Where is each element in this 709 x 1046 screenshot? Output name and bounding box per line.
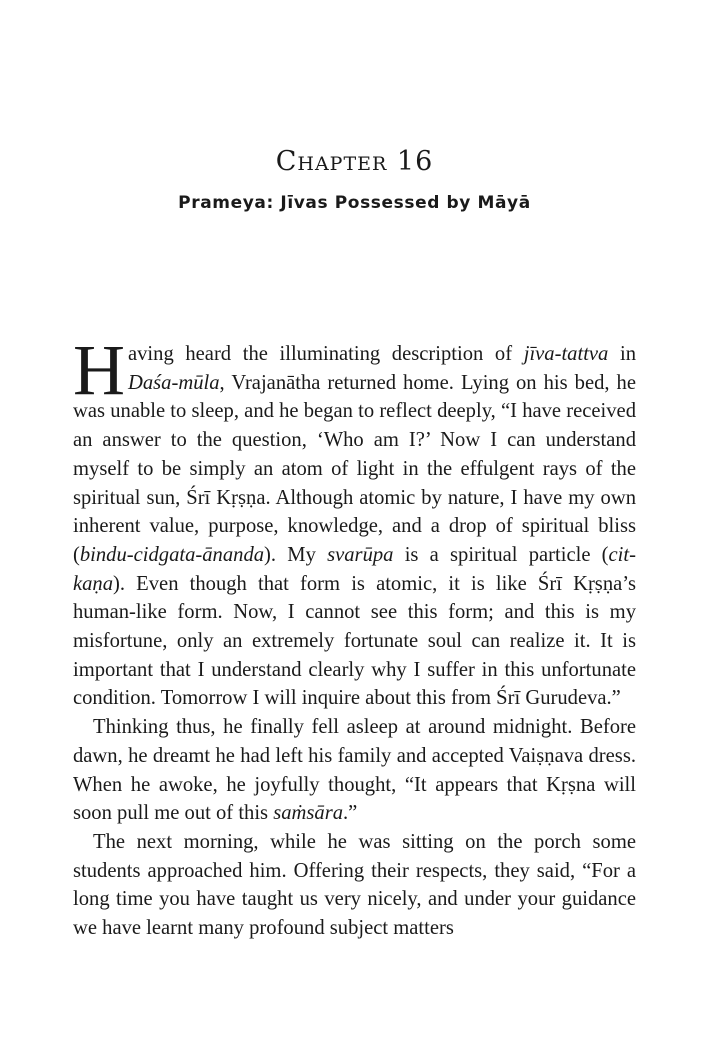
chapter-title bbox=[0, 146, 709, 177]
text-run: .” bbox=[343, 802, 358, 825]
text-run: The next morning, while he was sitting on the porch some students approached him. Offering their respects, they said, “For a long time you have taught us very nicely, and under your guidance we have learnt many profound subject matters bbox=[73, 830, 636, 940]
chapter-body bbox=[73, 330, 636, 943]
chapter-subtitle: Prameya: Jīvas Possessed by Māyā bbox=[178, 193, 531, 213]
text-run: Thinking thus, he finally fell asleep at around midnight. Before dawn, he dreamt he had left his family and accepted Vaiṣṇava dress. When he awoke, he joyfully thought, “It appears that Kṛṣna will soon pull me out of this bbox=[73, 716, 636, 825]
paragraph-3 bbox=[73, 828, 636, 943]
term-cit-kana: cit-kaṇa bbox=[73, 543, 636, 595]
paragraph-2 bbox=[73, 713, 636, 828]
text-run: ). Even though that form is atomic, it is like Śrī Kṛṣṇa’s human-like form. Now, I cannot see this form; and this is my misfortune, only an extremely fortunate soul can realize it. It is important that I understand clearly why I suffer in this unfortunate condition. Tomorrow I will inquire about this from Śrī Gurudeva.” bbox=[73, 572, 636, 710]
term-jiva-tattva: jīva-tattva bbox=[523, 343, 609, 365]
text-run: ). My bbox=[264, 543, 328, 566]
term-dasa-mula: Daśa-mūla bbox=[128, 371, 220, 394]
paragraph-1 bbox=[73, 330, 636, 713]
drop-cap: H bbox=[73, 330, 125, 410]
text-run: is a spiritual particle ( bbox=[393, 543, 609, 566]
chapter-number: 16 bbox=[396, 146, 434, 177]
term-svarupa: svarūpa bbox=[327, 543, 394, 566]
chapter-label: Chapter bbox=[275, 146, 388, 177]
text-run: , Vrajanātha returned home. Lying on his bed, he was unable to sleep, and he began to reflect deeply, “I have received an answer to the question, ‘Who am I?’ Now I can understand myself to be simply an atom of light in the effulgent rays of the spiritual sun, Śrī Kṛṣṇa. Although atomic by nature, I have my own inherent value, purpose, knowledge, and a drop of spiritual bliss ( bbox=[73, 371, 636, 566]
term-bindu-cidgata-ananda: bindu-cidgata-ānanda bbox=[79, 543, 265, 566]
text-run: aving heard the illuminating description of bbox=[128, 343, 524, 365]
term-samsara: saṁsāra bbox=[273, 802, 344, 825]
text-run: in bbox=[608, 343, 636, 365]
